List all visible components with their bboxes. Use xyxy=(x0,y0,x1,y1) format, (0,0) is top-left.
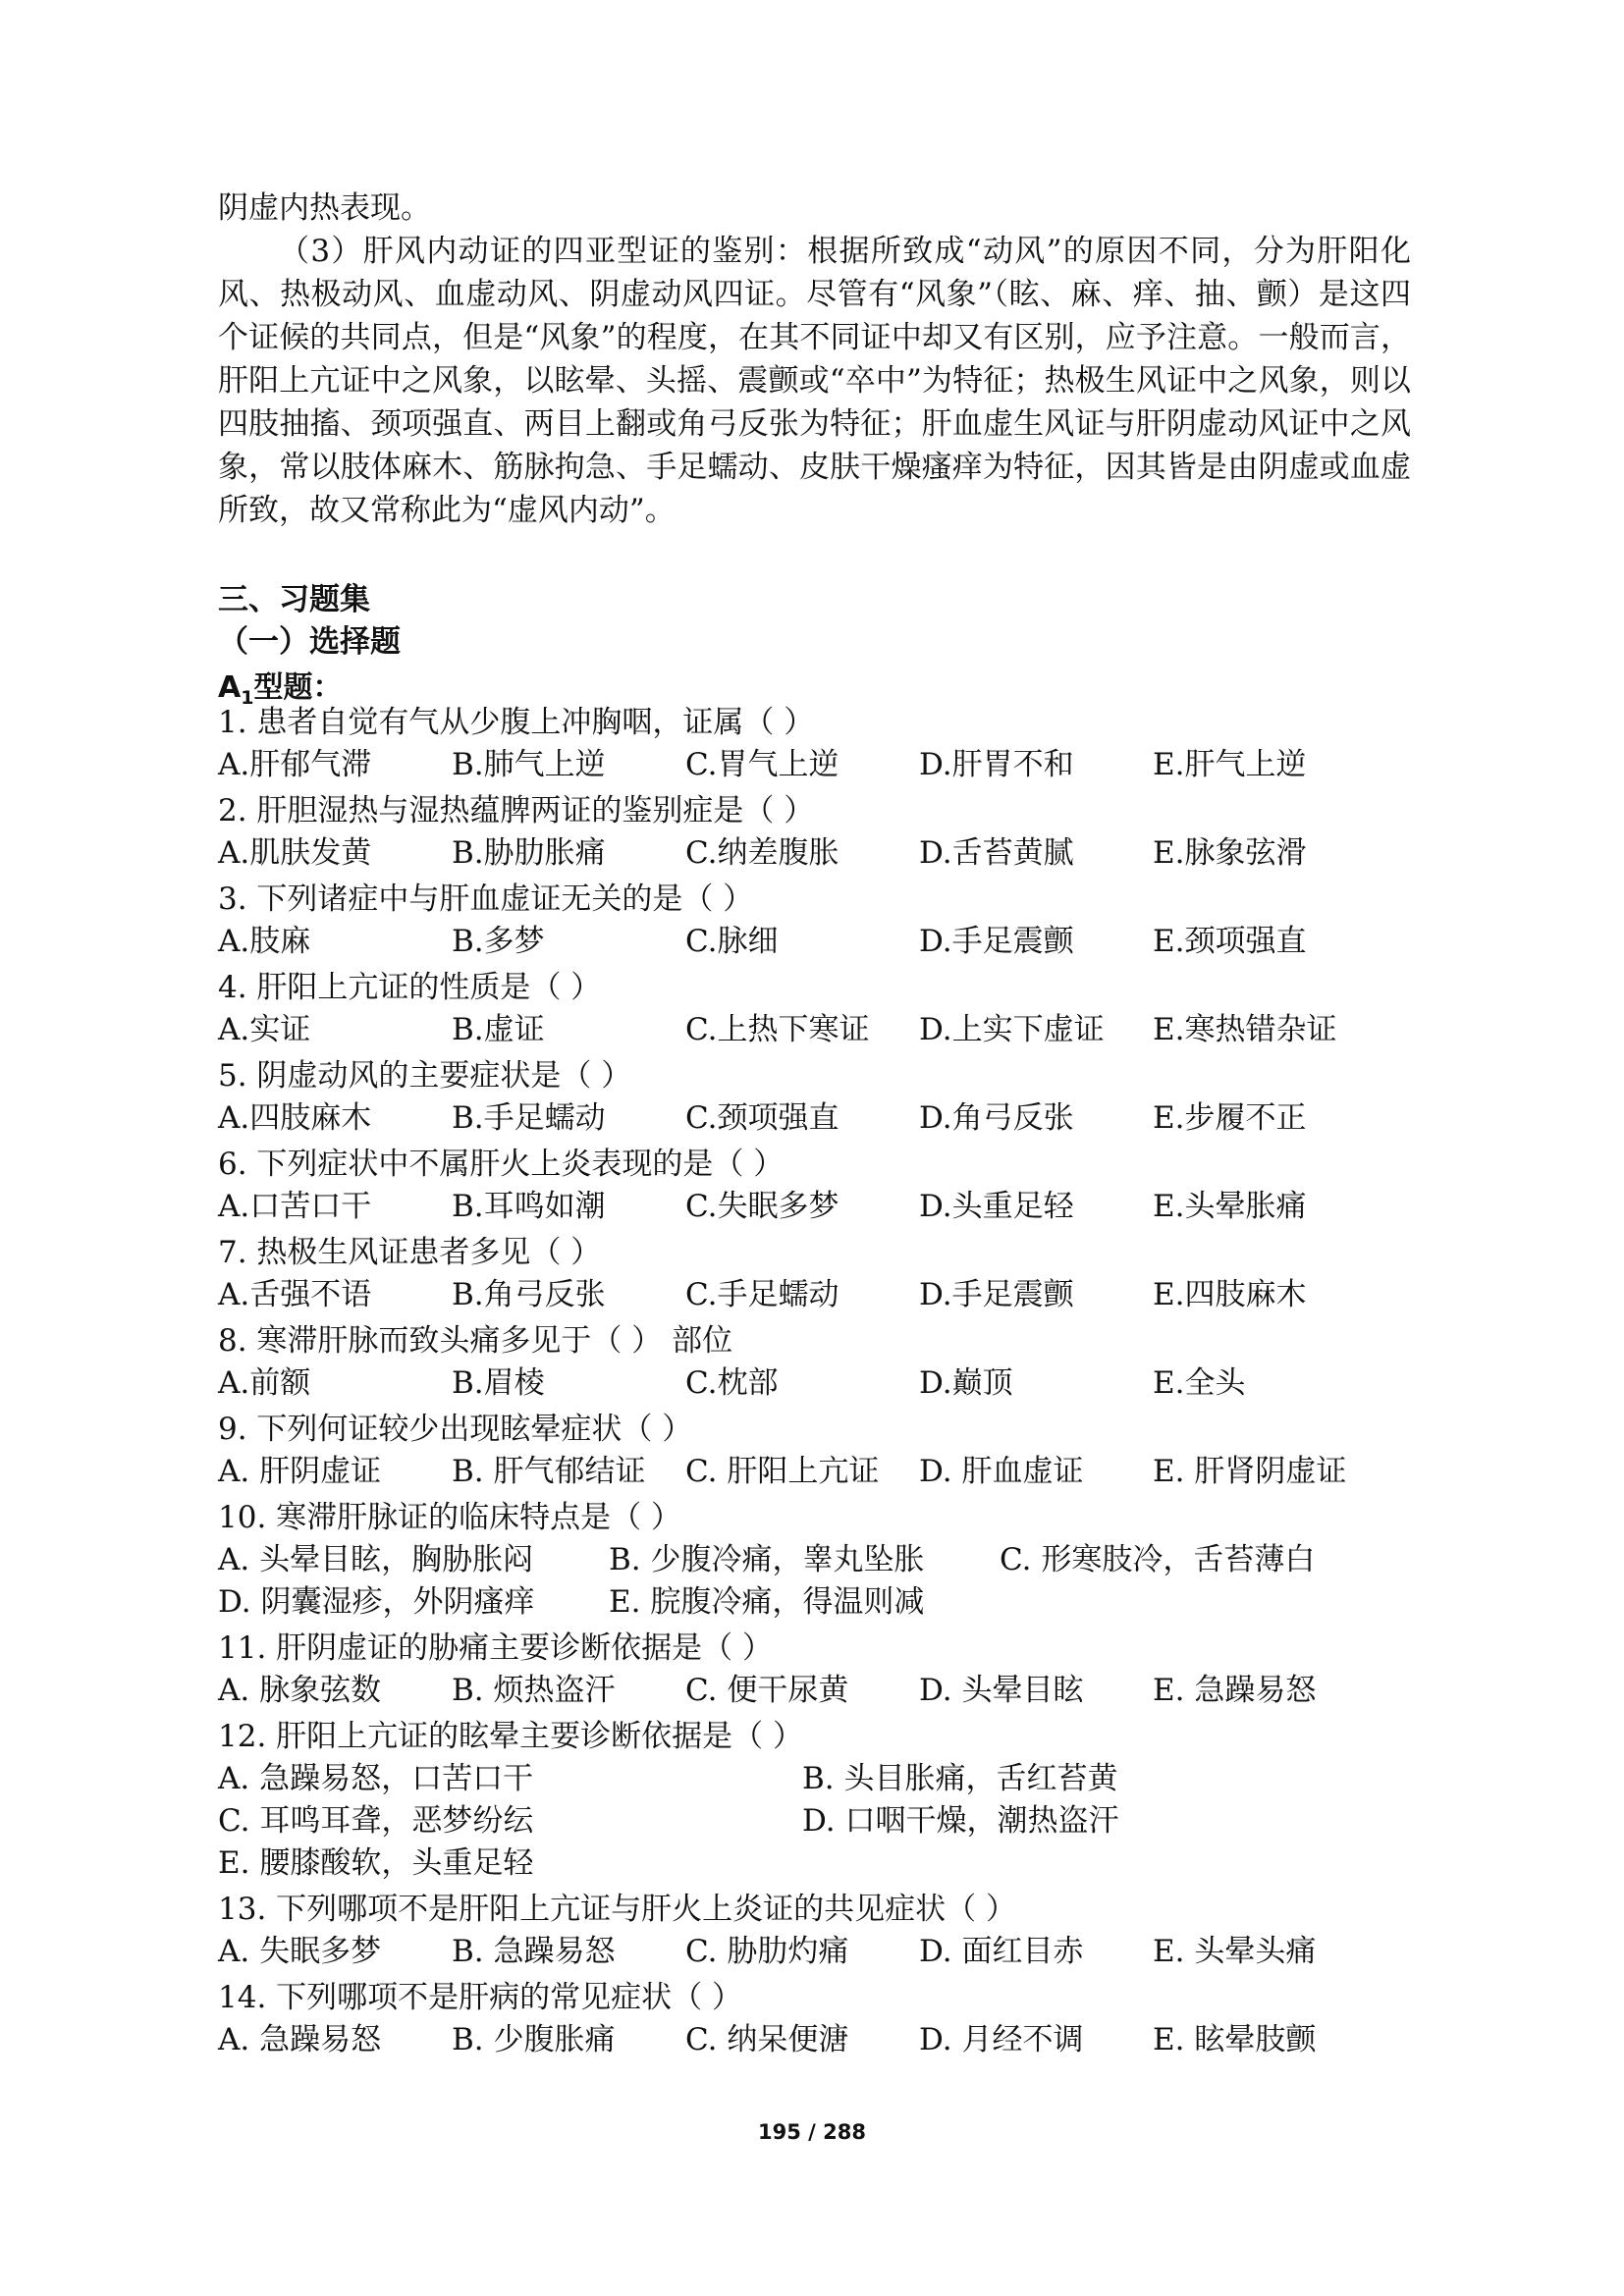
answer-option: C. 纳呆便溏 xyxy=(685,2022,849,2057)
answer-option: B.耳鸣如潮 xyxy=(452,1189,606,1224)
answer-option: A.肢麻 xyxy=(218,924,311,959)
option-list xyxy=(218,921,1426,963)
option-list xyxy=(218,832,1426,875)
answer-option: D.巅顶 xyxy=(919,1365,1013,1401)
question-stem: 9. 下列何证较少出现眩晕症状（ ） xyxy=(218,1412,693,1447)
question-stem: 8. 寒滞肝脉而致头痛多见于（ ） 部位 xyxy=(218,1323,733,1359)
answer-option: B. 急躁易怒 xyxy=(452,1934,616,1969)
question-stem: 10. 寒滞肝脉证的临床特点是（ ） xyxy=(218,1500,682,1535)
question-item xyxy=(218,967,1426,1051)
answer-option: B.眉棱 xyxy=(452,1365,545,1401)
question-item xyxy=(218,879,1426,963)
question-item xyxy=(218,1628,1426,1712)
question-stem: 4. 肝阳上亢证的性质是（ ） xyxy=(218,970,602,1005)
answer-option: B.手足蠕动 xyxy=(452,1100,606,1136)
option-list xyxy=(218,1097,1426,1140)
answer-option: A.实证 xyxy=(218,1012,311,1047)
answer-option: A.口苦口干 xyxy=(218,1189,372,1224)
question-stem: 1. 患者自觉有气从少腹上冲胸咽，证属（ ） xyxy=(218,705,815,740)
option-list xyxy=(218,1362,1426,1405)
answer-option: D.角弓反张 xyxy=(919,1100,1074,1136)
question-stem: 5. 阴虚动风的主要症状是（ ） xyxy=(218,1058,632,1094)
option-list xyxy=(218,1670,1426,1712)
answer-option: E.全头 xyxy=(1153,1365,1246,1401)
question-list xyxy=(218,702,1426,2065)
question-item xyxy=(218,1716,1426,1885)
answer-option: D.头重足轻 xyxy=(919,1189,1074,1224)
paragraph: 阴虚内热表现。 xyxy=(218,190,431,226)
question-item xyxy=(218,1889,1426,1973)
option-list xyxy=(218,1758,1426,1885)
answer-option: D. 肝血虚证 xyxy=(919,1454,1084,1489)
answer-option: E. 肝肾阴虚证 xyxy=(1153,1454,1347,1489)
answer-option: C.失眠多梦 xyxy=(685,1189,839,1224)
paragraph: （3）肝风内动证的四亚型证的鉴别：根据所致成“动风”的原因不同，分为肝阳化风、热极动风、血虚动风、阴虚动风四证。尽管有“风象”（眩、麻、痒、抽、颤）是这四个证候的共同点，但是“风象”的程度，在其不同证中却又有区别，应予注意。一般而言，肝阳上亢证中之风象，以眩晕、头摇、震颤或“卒中”为特征；热极生风证中之风象，则以四肢抽搐、颈项强直、两目上翻或角弓反张为特征；肝血虚生风证与肝阴虚动风证中之风象，常以肢体麻木、筋脉拘急、手足蠕动、皮肤干燥瘙痒为特征，因其皆是由阴虚或血虚所致，故又常称此为“虚风内动”。 xyxy=(218,234,1411,528)
answer-option: B.多梦 xyxy=(452,924,545,959)
question-item xyxy=(218,1497,1426,1624)
question-item xyxy=(218,1409,1426,1493)
answer-option: E. 急躁易怒 xyxy=(1153,1673,1317,1708)
answer-option: A.肝郁气滞 xyxy=(218,747,372,782)
answer-option: B. 头目胀痛，舌红苔黄 xyxy=(802,1761,1118,1796)
answer-option: D. 阴囊湿疹，外阴瘙痒 xyxy=(218,1584,535,1620)
question-stem: 3. 下列诸症中与肝血虚证无关的是（ ） xyxy=(218,881,754,917)
answer-option: D.手足震颤 xyxy=(919,1277,1074,1312)
option-list xyxy=(218,1186,1426,1228)
answer-option: A. 急躁易怒，口苦口干 xyxy=(218,1761,534,1796)
section-title: 三、习题集 xyxy=(218,582,370,617)
answer-option: E. 眩晕肢颤 xyxy=(1153,2022,1317,2057)
answer-option: C. 胁肋灼痛 xyxy=(685,1934,849,1969)
option-list xyxy=(218,1931,1426,1973)
answer-option: B.肺气上逆 xyxy=(452,747,606,782)
answer-option: D.肝胃不和 xyxy=(919,747,1074,782)
answer-option: C.手足蠕动 xyxy=(685,1277,839,1312)
answer-option: E.肝气上逆 xyxy=(1153,747,1307,782)
question-stem: 7. 热极生风证患者多见（ ） xyxy=(218,1235,602,1270)
answer-option: E.颈项强直 xyxy=(1153,924,1307,959)
answer-option: D. 面红目赤 xyxy=(919,1934,1084,1969)
answer-option: E.步履不正 xyxy=(1153,1100,1307,1136)
answer-option: D.舌苔黄腻 xyxy=(919,835,1074,871)
answer-option: E. 腰膝酸软，头重足轻 xyxy=(218,1845,534,1881)
answer-option: D. 口咽干燥，潮热盗汗 xyxy=(802,1803,1119,1839)
subsection-title: （一）选择题 xyxy=(218,624,401,660)
answer-option: B. 少腹冷痛，睾丸坠胀 xyxy=(609,1542,925,1577)
option-list xyxy=(218,1539,1426,1624)
answer-option: C.枕部 xyxy=(685,1365,779,1401)
question-item xyxy=(218,702,1426,786)
question-item xyxy=(218,1977,1426,2061)
question-stem: 13. 下列哪项不是肝阳上亢证与肝火上炎证的共见症状（ ） xyxy=(218,1892,1017,1927)
answer-option: B. 少腹胀痛 xyxy=(452,2022,616,2057)
option-list xyxy=(218,2019,1426,2061)
answer-option: D.上实下虚证 xyxy=(919,1012,1105,1047)
question-type-suffix: 型题： xyxy=(253,670,343,705)
answer-option: D. 月经不调 xyxy=(919,2022,1084,2057)
answer-option: E. 脘腹冷痛，得温则减 xyxy=(609,1584,925,1620)
answer-option: C.胃气上逆 xyxy=(685,747,839,782)
answer-option: A.肌肤发黄 xyxy=(218,835,372,871)
answer-option: C.上热下寒证 xyxy=(685,1012,870,1047)
answer-option: A.舌强不语 xyxy=(218,1277,372,1312)
answer-option: C. 形寒肢冷，舌苔薄白 xyxy=(1000,1542,1316,1577)
option-list xyxy=(218,1451,1426,1493)
question-item xyxy=(218,1055,1426,1140)
question-stem: 11. 肝阴虚证的胁痛主要诊断依据是（ ） xyxy=(218,1630,774,1666)
answer-option: B.虚证 xyxy=(452,1012,545,1047)
answer-option: A. 头晕目眩，胸胁胀闷 xyxy=(218,1542,534,1577)
answer-option: C.脉细 xyxy=(685,924,779,959)
answer-option: C. 便干尿黄 xyxy=(685,1673,849,1708)
answer-option: B. 烦热盗汗 xyxy=(452,1673,616,1708)
page-number: 195 / 288 xyxy=(758,2120,866,2144)
answer-option: C. 耳鸣耳聋，恶梦纷纭 xyxy=(218,1803,534,1839)
question-stem: 6. 下列症状中不属肝火上炎表现的是（ ） xyxy=(218,1147,785,1182)
option-list xyxy=(218,1274,1426,1316)
question-type-main: A xyxy=(218,670,242,705)
answer-option: E.四肢麻木 xyxy=(1153,1277,1307,1312)
option-list xyxy=(218,744,1426,786)
answer-option: A. 失眠多梦 xyxy=(218,1934,382,1969)
option-list xyxy=(218,1009,1426,1051)
question-item xyxy=(218,1320,1426,1405)
answer-option: A. 脉象弦数 xyxy=(218,1673,382,1708)
question-type-subscript: 1 xyxy=(241,687,254,709)
answer-option: C. 肝阳上亢证 xyxy=(685,1454,880,1489)
question-stem: 14. 下列哪项不是肝病的常见症状（ ） xyxy=(218,1980,743,2015)
answer-option: B.角弓反张 xyxy=(452,1277,606,1312)
question-item xyxy=(218,1232,1426,1316)
question-stem: 12. 肝阳上亢证的眩晕主要诊断依据是（ ） xyxy=(218,1719,804,1754)
answer-option: D. 头晕目眩 xyxy=(919,1673,1084,1708)
answer-option: E.脉象弦滑 xyxy=(1153,835,1307,871)
answer-option: C.纳差腹胀 xyxy=(685,835,839,871)
answer-option: B. 肝气郁结证 xyxy=(452,1454,646,1489)
answer-option: E. 头晕头痛 xyxy=(1153,1934,1317,1969)
answer-option: E.寒热错杂证 xyxy=(1153,1012,1337,1047)
answer-option: D.手足震颤 xyxy=(919,924,1074,959)
answer-option: A.前额 xyxy=(218,1365,311,1401)
answer-option: A. 急躁易怒 xyxy=(218,2022,382,2057)
answer-option: B.胁肋胀痛 xyxy=(452,835,606,871)
question-stem: 2. 肝胆湿热与湿热蕴脾两证的鉴别症是（ ） xyxy=(218,793,815,828)
answer-option: A. 肝阴虚证 xyxy=(218,1454,382,1489)
answer-option: A.四肢麻木 xyxy=(218,1100,372,1136)
question-item xyxy=(218,1144,1426,1228)
answer-option: C.颈项强直 xyxy=(685,1100,839,1136)
question-item xyxy=(218,790,1426,875)
answer-option: E.头晕胀痛 xyxy=(1153,1189,1307,1224)
